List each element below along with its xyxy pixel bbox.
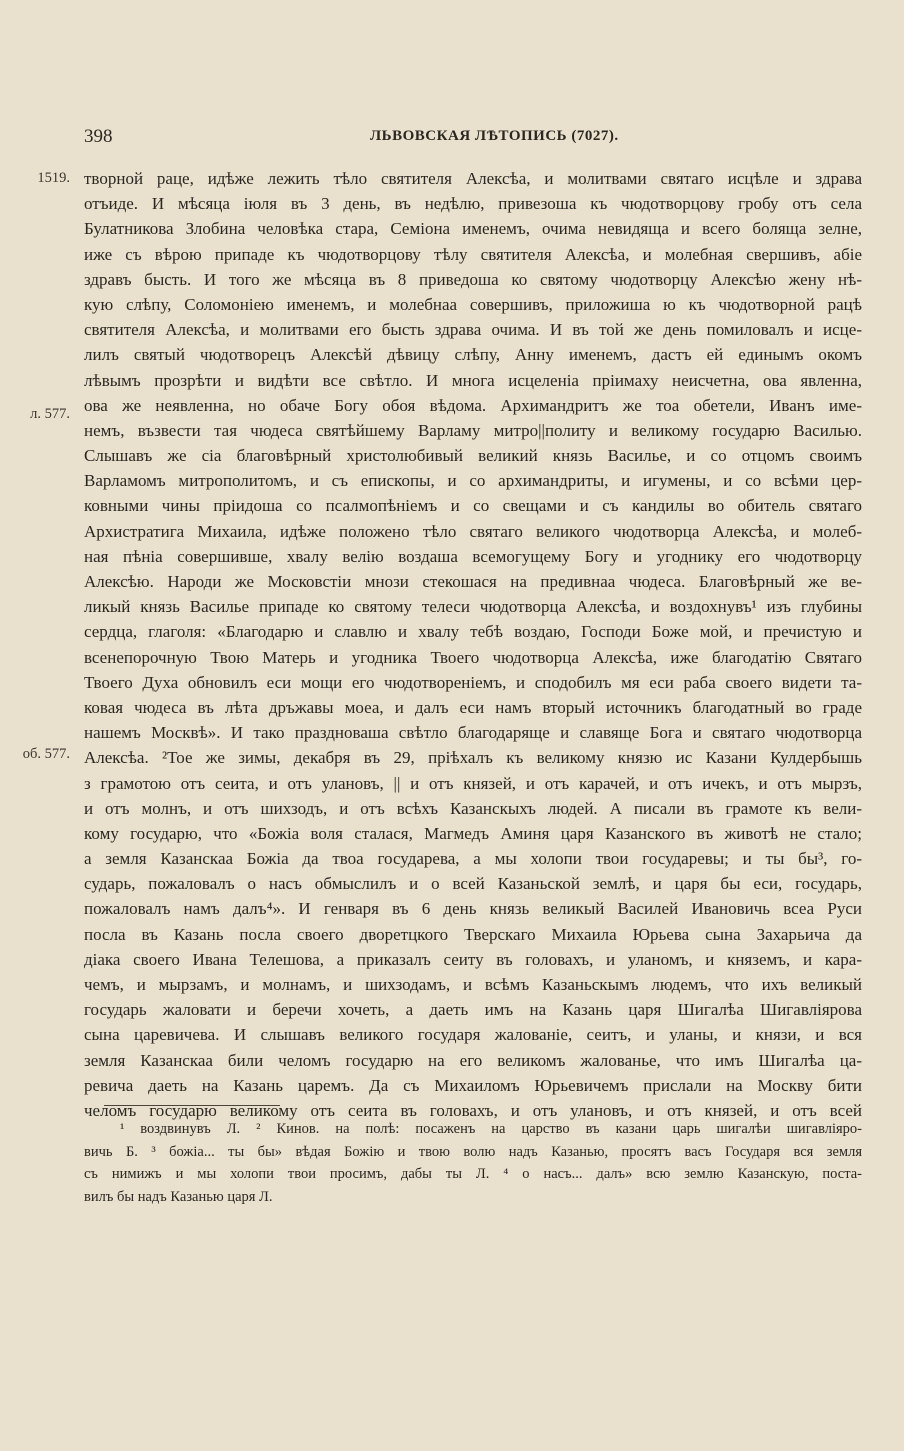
text-line: иже съ вѣрою припаде къ чюдотворцову тѣлу святителя Алексѣа, и молебная свершивъ, абіе (84, 244, 862, 264)
footnote-line: ¹ воздвинувъ Л. ² Кинов. на полѣ: посаженъ на царство въ казани царь шигалѣи шигавліяро- (120, 1121, 862, 1137)
page-number: 398 (84, 126, 113, 147)
footnotes (84, 1118, 862, 1208)
footnote-line: вичь Б. ³ божіа... ты бы» вѣдая Божію и твою волю надъ Казанью, просятъ васъ Государя вся земля (84, 1143, 862, 1160)
text-line: Твоего Духа обновилъ еси мощи его чюдотвореніемъ, и сподобилъ мя еси раба своего видети та- (84, 672, 862, 692)
text-line: пожаловалъ намъ далъ⁴». И генваря въ 6 день князь великый Василей Ивановичь всеа Руси (84, 899, 862, 919)
text-line: всенепорочную Твою Матерь и угодника Твоего чюдотворца Алексѣа, иже благодатію Святаго (84, 647, 862, 667)
text-line: отъиде. И мѣсяца іюля въ 3 день, въ недѣлю, привезоша къ чюдотворцову гробу отъ села (84, 194, 862, 214)
text-line: Алексѣа. ²Тое же зимы, декабря въ 29, пріѣхалъ къ великому князю ис Казани Кулдербышь (84, 748, 862, 768)
text-line: государь жаловати и беречи хочеть, а даеть имъ на Казань царя Шигалѣа Шигавліярова (84, 1000, 862, 1020)
text-line: Варламомъ митрополитомъ, и съ епископы, и со архимандриты, и игумены, и со всѣми цер- (84, 471, 862, 491)
text-line: и отъ молнъ, и отъ шихзодъ, и отъ всѣхъ Казанскыхъ людей. А писали въ грамоте къ вели- (84, 798, 862, 818)
text-line: святителя Алексѣа, и молитвами его бысть здрава очима. И въ той же день помиловалъ и исце- (84, 320, 862, 340)
text-line: посла въ Казань посла своего дворетцкого Тверскаго Михаила Юрьева сына Захарьича да (84, 924, 862, 944)
text-line: а земля Казанскаа Божіа да твоа государева, а мы холопи твои государевы; и ты бы³, го- (84, 849, 862, 869)
text-line: Алексѣю. Народи же Московстіи мнози стекошася на предивнаа чюдеса. Благовѣрный же ве- (84, 572, 862, 591)
text-line: кую слѣпу, Соломоніею именемъ, и молебнаа совершивъ, приложиша ю къ чюдотворной рацѣ (84, 294, 862, 314)
text-line: Архистратига Михаила, идѣже положено тѣло святаго великого чюдотворца Алексѣа, и молеб- (84, 521, 862, 541)
text-line: нашемъ Москвѣ». И тако праздноваша свѣтло благодаряще и славяще Бога и святаго чюдотворца (84, 723, 862, 743)
text-line: здравъ бысть. И того же мѣсяца въ 8 приведоша ко святому чюдотворцу Алексѣю жену нѣ- (84, 269, 862, 289)
text-line: чемъ, и мырзамъ, и молнамъ, и шихзодамъ, и всѣмъ Казаньскымъ людемъ, что ихъ великый (84, 975, 862, 994)
text-line: кому государю, что «Божіа воля сталася, Магмедъ Аминя царя Казанского въ животѣ не стало; (84, 823, 862, 843)
text-line: ова же неявленна, но обаче Богу обоя вѣдома. Архимандритъ же тоа обетели, Иванъ име- (84, 395, 862, 415)
footnote-line: съ нимижъ и мы холопи твои просимъ, дабы ты Л. ⁴ о насъ... далъ» всю землю Казанскую, поста- (84, 1166, 862, 1182)
text-line: ревича даеть на Казань царемъ. Да съ Михаиломъ Юрьевичемъ прислали на Москву бити (84, 1075, 862, 1095)
text-line: з грамотою отъ сеита, и отъ улановъ, || и отъ князей, и отъ карачей, и отъ ичекъ, и отъ мырзъ, (84, 773, 862, 793)
margin-verso-note: об. 577. (22, 746, 70, 762)
text-line: земля Казанскаа били челомъ государю на его великомъ жалованье, что имъ Шигалѣа ца- (84, 1050, 862, 1070)
margin-folio-note: л. 577. (30, 406, 70, 422)
text-line: сударь, пожаловалъ о насъ обмыслилъ и о всей Казаньской землѣ, и царя бы еси, государь, (84, 874, 862, 894)
text-line: сердца, глаголя: «Благодарю и славлю и хвалу тебѣ воздаю, Господи Боже мой, и пречистую и (84, 622, 862, 642)
text-line: Булатникова Злобина человѣка стара, Семіона именемъ, очима невидяща и всего боляща зелне, (84, 219, 862, 239)
footnote-separator (104, 1105, 280, 1106)
text-line: ковая чюдеса въ лѣта дръжавы моеа, и далъ еси намъ вторый источникъ благодатный во граде (84, 697, 862, 717)
text-line: ная пѣніа совершивше, хвалу велію воздаша всемогущему Богу и угоднику его чюдотворцу (84, 546, 862, 566)
text-line: лилъ святый чюдотворецъ Алексѣй дѣвицу слѣпу, Анну именемъ, дастъ ей единымъ окомъ (84, 345, 862, 365)
page-header (0, 126, 904, 154)
text-line: сына царевичева. И слышавъ великого государя жалованіе, сеитъ, и уланы, и князи, и вся (84, 1025, 862, 1045)
text-line: Слышавъ же сіа благовѣрный христолюбивый великий князь Василье, и со отцомъ своимъ (84, 446, 862, 466)
text-line: діака своего Ивана Телешова, а приказалъ сеиту въ головахъ, и уланомъ, и княземъ, и кара- (84, 949, 862, 969)
text-line: челомъ государю великому отъ сеита въ головахъ, и отъ улановъ, и отъ князей, и отъ всей (84, 1100, 862, 1120)
running-title: ЛЬВОВСКАЯ ЛѢТОПИСЬ (7027). (370, 128, 619, 144)
text-line: ликый князь Василье припаде ко святому телеси чюдотворца Алексѣа, и воздохнувъ¹ изъ глубины (84, 597, 862, 617)
margin-year-note: 1519. (37, 170, 70, 186)
text-line: ковными чины пріидоша со псалмопѣніемъ и со свещами и съ кандилы во обитель святаго (84, 496, 862, 516)
text-line: лѣвымъ прозрѣти и видѣти все свѣтло. И многа исцеленіа пріимаху неисчетна, ова явленна, (84, 370, 862, 390)
text-line: творной раце, идѣже лежить тѣло святителя Алексѣа, и молитвами святаго исцѣле и здрава (84, 169, 862, 188)
chronicle-text (84, 166, 862, 1123)
footnote-line: вилъ бы надъ Казанью царя Л. (84, 1188, 273, 1205)
text-line: немъ, възвести тая чюдеса святѣйшему Варламу митро||политу и великому государю Василью. (84, 420, 862, 440)
